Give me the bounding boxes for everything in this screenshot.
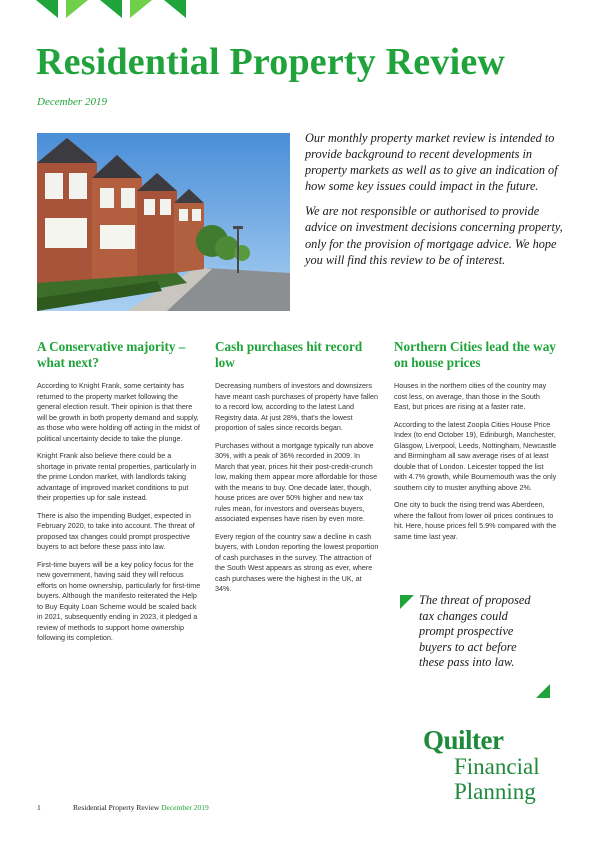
article-paragraph: First-time buyers will be a key policy focus for the new government, having said they will refocus efforts on home ownership, particularly for first-time buyers. Although the manifesto reiterated the Help to Buy Equity Loan Scheme would be scaled back in 2021, subsequently ending in 2023, it pledged a review of methods to support home ownership following its completion. bbox=[37, 559, 201, 642]
houses-illustration bbox=[37, 133, 290, 311]
article-paragraph: According to Knight Frank, some certainty has returned to the property market following the general election result. Their opinion is that there will be growth in both property demand and supply, as those who were holding off acting in the midst of political uncertainty decide to take the plunge. bbox=[37, 381, 200, 443]
article-paragraph: Every region of the country saw a decline in cash buyers, with London reporting the lowest proportion of cash purchases in the survey. The attraction of the South West appears as strong as ever, where cash purchases were the highest in the UK, at 34%. bbox=[215, 531, 379, 593]
logo-line: Financial bbox=[454, 754, 540, 779]
intro-paragraph: We are not responsible or authorised to provide advice on investment decisions concerning property, only for the provision of mortgage advice. We hope you will find this review to be of interest. bbox=[305, 204, 563, 267]
footer-title: Residential Property Review bbox=[73, 803, 160, 812]
intro-paragraph: Our monthly property market review is intended to provide background to recent developments in property markets as well as to give an indication of how some key issues could impact in the future. bbox=[305, 131, 558, 194]
quilter-logo bbox=[423, 726, 540, 804]
logo-line: Quilter bbox=[423, 725, 504, 755]
intro-section bbox=[305, 130, 563, 277]
triangle-decoration bbox=[66, 0, 88, 18]
article-paragraph: Knight Frank also believe there could be a shortage in private rental properties, particularly in the prime London market, with landlords taking advantage of improved market conditions to put their properties up for sale instead. bbox=[37, 451, 197, 502]
pull-quote: The threat of proposed tax changes could prompt prospective buyers to act before these pass into law. bbox=[419, 593, 531, 670]
page-number: 1 bbox=[37, 803, 41, 812]
article-column-cash-purchases bbox=[215, 339, 379, 602]
article-column-conservative-majority bbox=[37, 339, 201, 651]
page-footer bbox=[37, 803, 209, 812]
triangle-decoration bbox=[164, 0, 186, 18]
street-houses-photo bbox=[37, 133, 290, 311]
triangle-decoration bbox=[130, 0, 152, 18]
article-paragraph: One city to buck the rising trend was Aberdeen, where the fallout from lower oil prices continues to hit. Here, house prices fell 5.9% compared with the same time last year. bbox=[394, 500, 557, 541]
issue-date: December 2019 bbox=[37, 96, 107, 108]
logo-line: Planning bbox=[454, 779, 536, 804]
triangle-decoration bbox=[100, 0, 122, 18]
article-paragraph: There is also the impending Budget, expected in February 2020, to take into account. The threat of proposed tax changes could prompt prospective buyers to act before these pass into law. bbox=[37, 510, 195, 551]
article-heading: A Conservative majority – what next? bbox=[37, 339, 186, 370]
footer-date: December 2019 bbox=[161, 803, 209, 812]
quote-close-mark bbox=[536, 684, 550, 698]
quote-open-mark bbox=[400, 595, 414, 609]
page-title: Residential Property Review bbox=[36, 41, 506, 83]
article-column-northern-cities bbox=[394, 339, 558, 549]
article-paragraph: Purchases without a mortgage typically run above 30%, with a peak of 36% recorded in 2009. In March that year, prices hit their post-credit-crunch low, making them appear more affordable for those with the means to buy. One decade later, though, house prices are over 50% higher and new tax rules mean, for investors and overseas buyers, associated expenses have risen by even more. bbox=[215, 440, 378, 523]
article-heading: Cash purchases hit record low bbox=[215, 339, 363, 370]
article-heading: Northern Cities lead the way on house prices bbox=[394, 339, 556, 370]
article-paragraph: Houses in the northern cities of the country may cost less, on average, than those in the South East, but prices are rising at a faster rate. bbox=[394, 381, 547, 411]
triangle-decoration bbox=[36, 0, 58, 18]
article-paragraph: Decreasing numbers of investors and downsizers have meant cash purchases of property have fallen to a record low, according to the latest Land Registry data. At just 28%, that's the lowest proportion of sales since records began. bbox=[215, 381, 379, 432]
article-paragraph: According to the latest Zoopla Cities House Price Index (to end October 19), Edinburgh, Manchester, Glasgow, Liverpool, Leeds, Nottingham, Newcastle and Birmingham all saw average rises of at least double that of London. Leicester topped the list with 4.7% growth, while Bournemouth was the only southern city to muster anything above 2%. bbox=[394, 419, 557, 492]
